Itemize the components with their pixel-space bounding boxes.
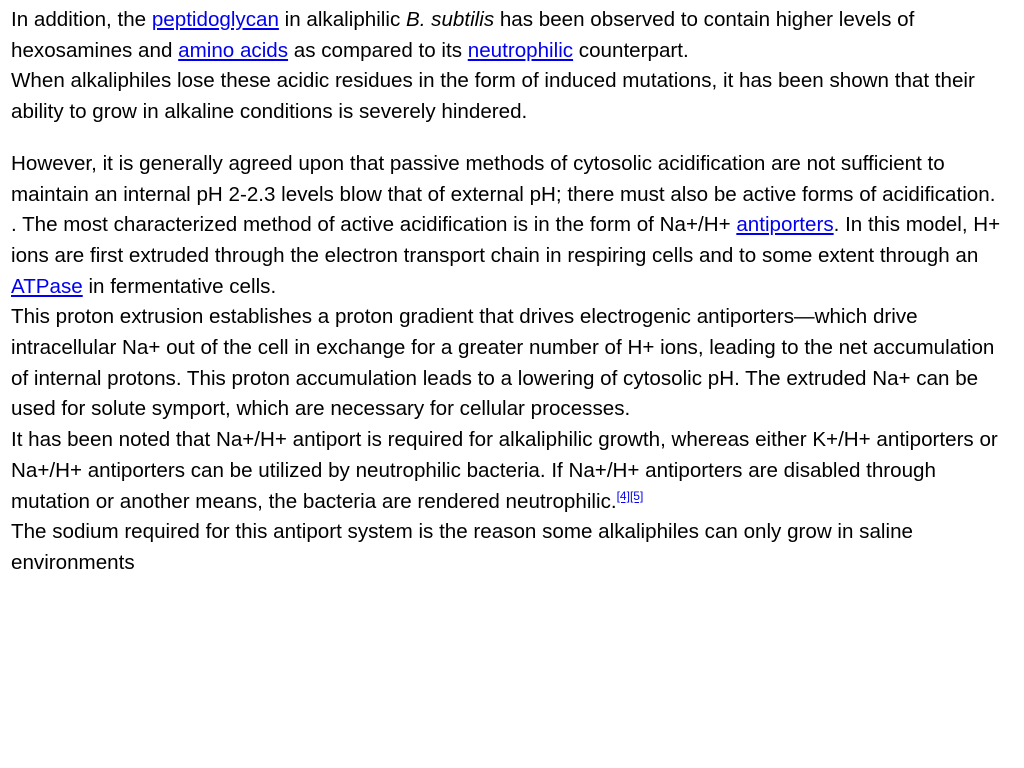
citation-group	[617, 489, 644, 503]
text-segment: In addition, the	[11, 8, 152, 31]
link-amino-acids[interactable]: amino acids	[178, 38, 289, 62]
citation-4-link[interactable]: [4]	[616, 488, 630, 503]
text-segment: has been observed to contain higher levels of hexosamines and	[11, 8, 915, 62]
text-segment: as compared to its	[288, 38, 468, 62]
text-segment: . In this model, H+ ions are first extruded through the electron transport chain in respiring cells and to some extent through an	[11, 213, 1001, 267]
text-segment: This proton extrusion establishes a proton gradient that drives electrogenic antiporters—which drive intracellular Na+ out of the cell in exchange for a greater number of H+ ions, leading to the net accumulation of internal protons. This proton accumulation leads to a lowering of cytosolic pH. The extruded Na+ can be used for solute symport, which are necessary for cellular processes.	[11, 305, 995, 421]
text-segment: in fermentative cells.	[82, 274, 277, 298]
text-segment: counterpart.	[573, 38, 689, 62]
species-name-italic: B. subtilis	[405, 8, 495, 31]
text-segment: in alkaliphilic	[278, 8, 406, 31]
text-segment: However, it is generally agreed upon that passive methods of cytosolic acidification are not sufficient to maintain an internal pH 2-2.3 levels blow that of external pH; there must also be active forms of acidification.	[11, 151, 996, 206]
text-segment: The sodium required for this antiport system is the reason some alkaliphiles can only grow in saline environments	[11, 520, 913, 574]
paragraph-2	[11, 149, 1014, 579]
paragraph-1	[11, 5, 1014, 128]
text-segment: When alkaliphiles lose these acidic residues in the form of induced mutations, it has been shown that their ability to grow in alkaline conditions is severely hindered.	[11, 69, 975, 124]
link-neutrophilic[interactable]: neutrophilic	[467, 38, 574, 62]
text-segment: It has been noted that Na+/H+ antiport is required for alkaliphilic growth, whereas either K+/H+ antiporters or Na+/H+ antiporters can be utilized by neutrophilic bacteria. If Na+/H+ antiporters are disabled through mutation or another means, the bacteria are rendered neutrophilic.	[11, 428, 998, 513]
link-peptidoglycan[interactable]: peptidoglycan	[151, 8, 279, 31]
link-atpase[interactable]: ATPase	[11, 274, 83, 298]
citation-5-link[interactable]: [5]	[629, 488, 644, 503]
link-antiporters[interactable]: antiporters	[736, 213, 834, 237]
text-segment: . The most characterized method of active acidification is in the form of Na+/H+	[11, 213, 737, 237]
